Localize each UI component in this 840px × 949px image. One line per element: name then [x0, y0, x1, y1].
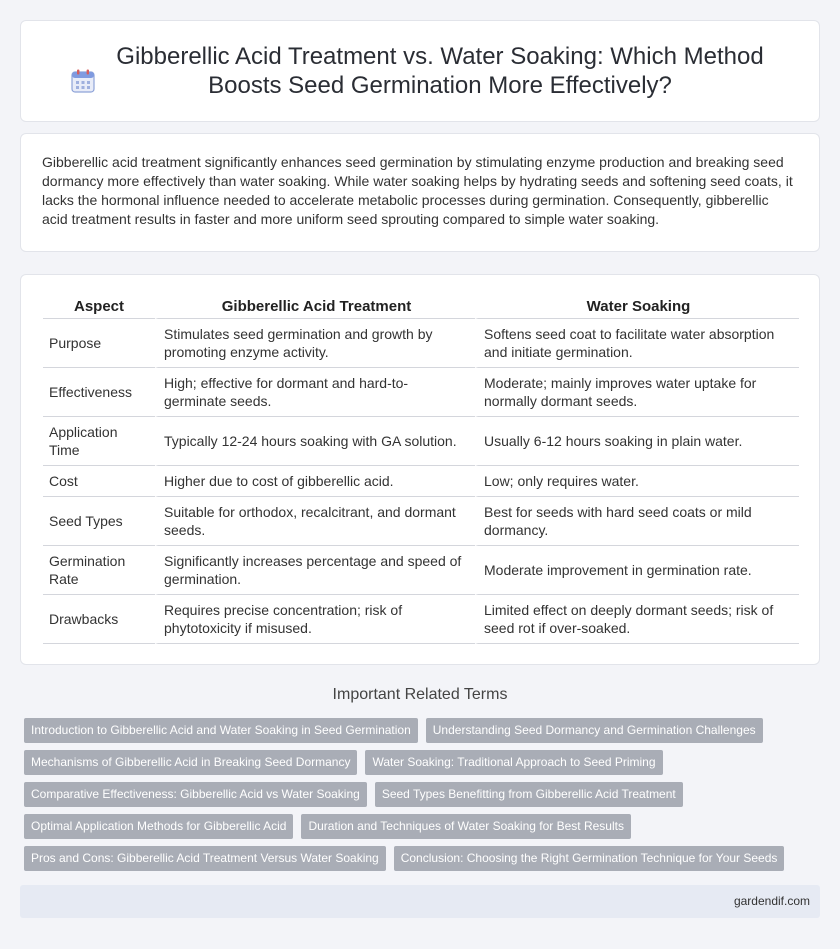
- related-term-link[interactable]: Mechanisms of Gibberellic Acid in Breaking Seed Dormancy: [24, 750, 357, 775]
- row-gibberellic: Higher due to cost of gibberellic acid.: [155, 466, 475, 497]
- intro-text: Gibberellic acid treatment significantly enhances seed germination by stimulating enzyme production and breaking seed dormancy more effectively than water soaking. While water soaking helps by hydrating seeds and softening seed coats, it lacks the hormonal influence needed to accelerate metabolic processes during germination. Consequently, gibberellic acid treatment results in faster and more uniform seed sprouting compared to simple water soaking.: [42, 154, 793, 227]
- row-water: Moderate; mainly improves water uptake for normally dormant seeds.: [475, 368, 799, 417]
- related-term-link[interactable]: Optimal Application Methods for Gibberellic Acid: [24, 814, 293, 839]
- title-wrap: [70, 42, 770, 100]
- site-link[interactable]: gardendif.com: [733, 894, 810, 908]
- table-row: [43, 466, 799, 497]
- row-aspect: Purpose: [43, 319, 155, 368]
- related-term-link[interactable]: Pros and Cons: Gibberellic Acid Treatment Versus Water Soaking: [24, 846, 386, 871]
- tag-row: [24, 846, 824, 878]
- related-terms-heading: Important Related Terms: [332, 686, 508, 703]
- table-header-row: [43, 297, 799, 319]
- row-aspect: Application Time: [43, 417, 155, 466]
- row-aspect: Drawbacks: [43, 595, 155, 644]
- intro-card: [20, 133, 820, 252]
- related-term-link[interactable]: Understanding Seed Dormancy and Germination Challenges: [426, 718, 763, 743]
- calendar-icon: [70, 68, 96, 94]
- row-gibberellic: Significantly increases percentage and speed of germination.: [155, 546, 475, 595]
- table-row: [43, 595, 799, 644]
- comparison-table: [43, 297, 799, 644]
- row-water: Softens seed coat to facilitate water absorption and initiate germination.: [475, 319, 799, 368]
- related-term-link[interactable]: Seed Types Benefitting from Gibberellic Acid Treatment: [375, 782, 683, 807]
- row-aspect: Germination Rate: [43, 546, 155, 595]
- row-aspect: Effectiveness: [43, 368, 155, 417]
- table-row: [43, 497, 799, 546]
- title-card: [20, 20, 820, 122]
- table-row: [43, 319, 799, 368]
- row-water: Moderate improvement in germination rate.: [475, 546, 799, 595]
- row-aspect: Cost: [43, 466, 155, 497]
- header-water: Water Soaking: [475, 297, 799, 319]
- comparison-card: [20, 274, 820, 665]
- tag-row: [24, 782, 824, 814]
- row-water: Low; only requires water.: [475, 466, 799, 497]
- row-aspect: Seed Types: [43, 497, 155, 546]
- table-row: [43, 417, 799, 466]
- row-water: Best for seeds with hard seed coats or mild dormancy.: [475, 497, 799, 546]
- row-water: Usually 6-12 hours soaking in plain water.: [475, 417, 799, 466]
- related-terms-list: [24, 718, 824, 878]
- footer: [20, 885, 820, 918]
- page-title: Gibberellic Acid Treatment vs. Water Soaking: Which Method Boosts Seed Germination More Effectively?: [116, 43, 764, 99]
- tag-row: [24, 718, 824, 750]
- table-row: [43, 546, 799, 595]
- header-aspect: Aspect: [43, 297, 155, 319]
- row-water: Limited effect on deeply dormant seeds; risk of seed rot if over-soaked.: [475, 595, 799, 644]
- tag-row: [24, 750, 824, 782]
- related-term-link[interactable]: Comparative Effectiveness: Gibberellic Acid vs Water Soaking: [24, 782, 367, 807]
- related-term-link[interactable]: Introduction to Gibberellic Acid and Water Soaking in Seed Germination: [24, 718, 418, 743]
- row-gibberellic: Stimulates seed germination and growth by promoting enzyme activity.: [155, 319, 475, 368]
- row-gibberellic: Requires precise concentration; risk of phytotoxicity if misused.: [155, 595, 475, 644]
- row-gibberellic: Typically 12-24 hours soaking with GA solution.: [155, 417, 475, 466]
- related-term-link[interactable]: Conclusion: Choosing the Right Germination Technique for Your Seeds: [394, 846, 785, 871]
- related-term-link[interactable]: Duration and Techniques of Water Soaking for Best Results: [301, 814, 631, 839]
- related-term-link[interactable]: Water Soaking: Traditional Approach to Seed Priming: [365, 750, 662, 775]
- tag-row: [24, 814, 824, 846]
- table-row: [43, 368, 799, 417]
- row-gibberellic: Suitable for orthodox, recalcitrant, and dormant seeds.: [155, 497, 475, 546]
- row-gibberellic: High; effective for dormant and hard-to-germinate seeds.: [155, 368, 475, 417]
- header-gibberellic: Gibberellic Acid Treatment: [155, 297, 475, 319]
